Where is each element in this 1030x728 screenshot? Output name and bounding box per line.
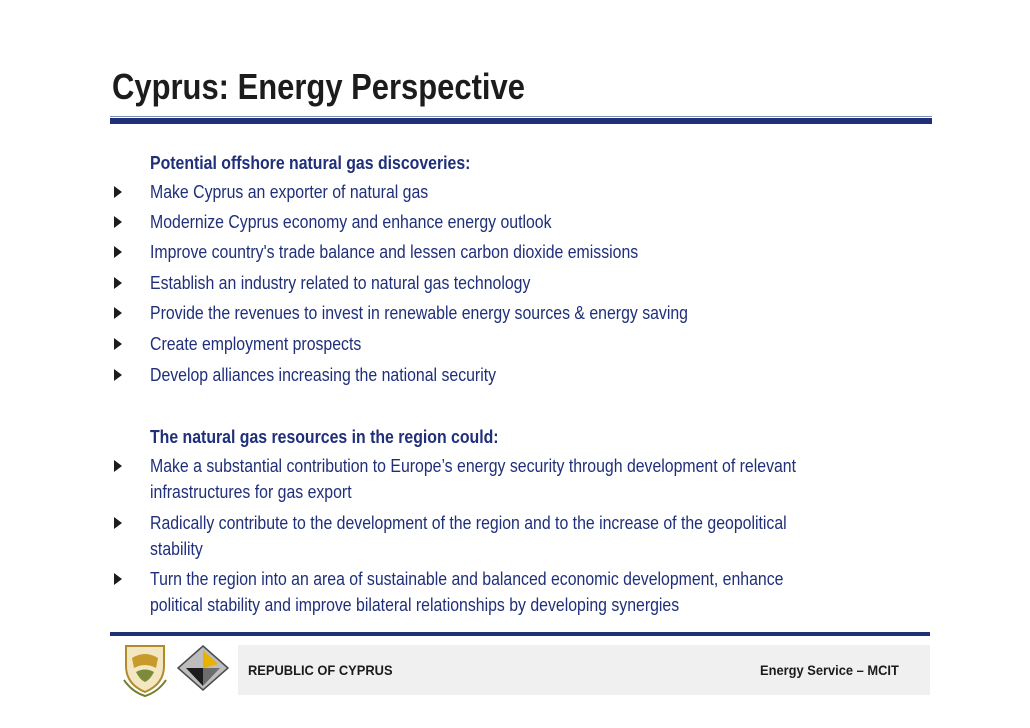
bullet-item-line: Radically contribute to the development of the region and to the increase of the geopolitical: [150, 513, 787, 533]
energy-service-logo-icon: [176, 644, 230, 692]
bullet-arrow-icon: [114, 369, 122, 381]
bullet-item-line: stability: [150, 539, 203, 559]
bullet-item: Modernize Cyprus economy and enhance energy outlook: [150, 212, 552, 232]
bullet-arrow-icon: [114, 277, 122, 289]
bullet-arrow-icon: [114, 338, 122, 350]
section-heading: Potential offshore natural gas discoveries:: [150, 153, 471, 173]
bullet-item-line: Turn the region into an area of sustainable and balanced economic development, enhance: [150, 569, 784, 589]
bullet-item-line: Make a substantial contribution to Europe’s energy security through development of relevant: [150, 456, 797, 476]
footer-organization: REPUBLIC OF CYPRUS: [248, 662, 393, 678]
bullet-item: Develop alliances increasing the national security: [150, 365, 497, 385]
footer-department: Energy Service – MCIT: [760, 662, 899, 678]
bullet-item: Establish an industry related to natural gas technology: [150, 273, 531, 293]
bullet-arrow-icon: [114, 307, 122, 319]
bullet-item: Improve country's trade balance and lessen carbon dioxide emissions: [150, 242, 639, 262]
bullet-arrow-icon: [114, 246, 122, 258]
title-divider: [110, 118, 932, 124]
bullet-item: Make Cyprus an exporter of natural gas: [150, 182, 429, 202]
title-divider-thin: [110, 116, 932, 117]
bullet-item: Create employment prospects: [150, 334, 362, 354]
cyprus-coat-of-arms-icon: [120, 640, 170, 698]
bullet-arrow-icon: [114, 517, 122, 529]
bullet-arrow-icon: [114, 216, 122, 228]
section-heading: The natural gas resources in the region could:: [150, 427, 499, 447]
slide-title: Cyprus: Energy Perspective: [112, 66, 525, 107]
bullet-item-line: infrastructures for gas export: [150, 482, 352, 502]
footer-divider: [110, 632, 930, 636]
bullet-arrow-icon: [114, 186, 122, 198]
bullet-item: Provide the revenues to invest in renewable energy sources & energy saving: [150, 303, 688, 323]
bullet-arrow-icon: [114, 460, 122, 472]
bullet-arrow-icon: [114, 573, 122, 585]
bullet-item-line: political stability and improve bilateral relationships by developing synergies: [150, 595, 680, 615]
